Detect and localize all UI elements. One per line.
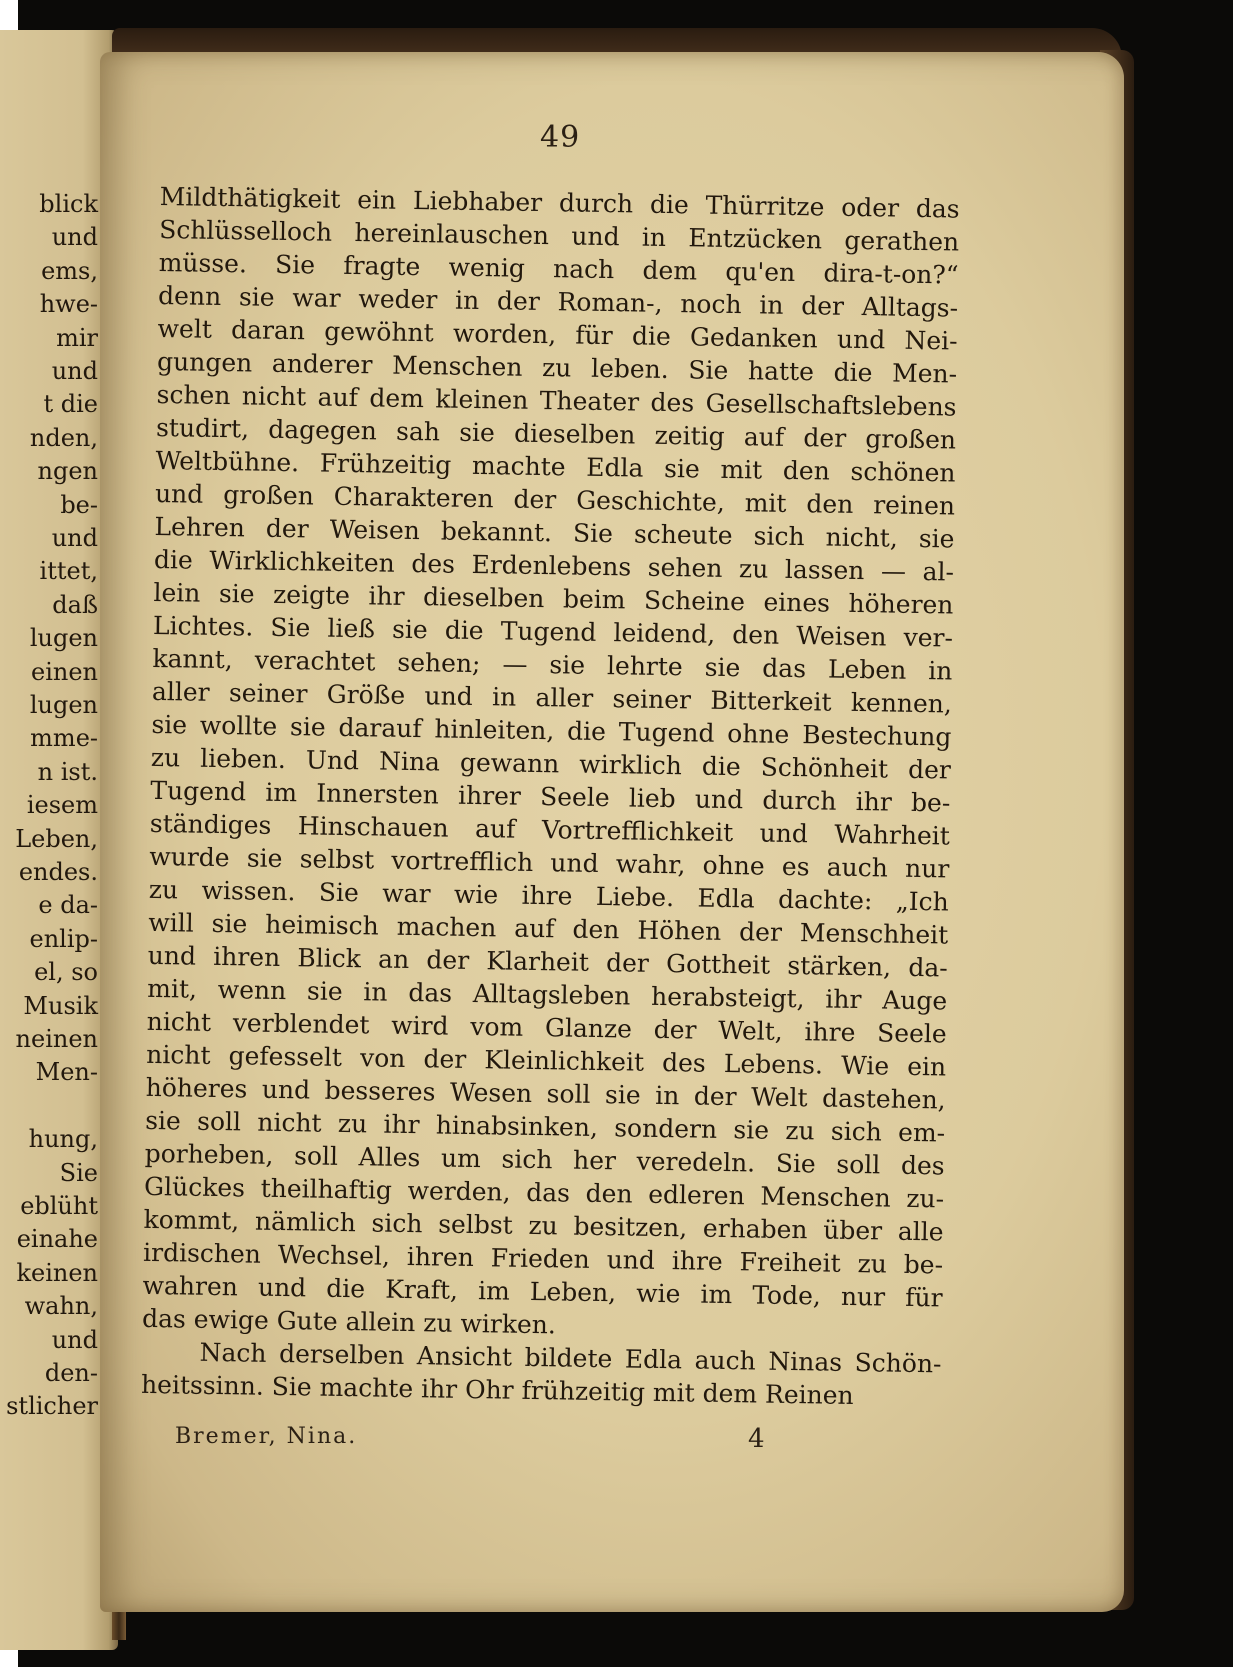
text-line: aller seiner Größe und in aller seiner Bitterkeit kennen, [151,676,953,719]
left-page-fragment: el, so [34,958,98,987]
text-line: schen nicht auf dem kleinen Theater des Gesellschaftslebens [156,379,957,422]
page-number: 49 [540,120,581,155]
left-page-fragment: Sie [59,1158,98,1187]
left-page-fragment: nden, [29,423,98,452]
left-page-fragment: be- [60,490,98,519]
text-line: das ewige Gute allein zu wirken. [141,1303,557,1340]
text-line: und ihren Blick an der Klarheit der Gottheit stärken, da- [147,940,948,983]
text-line: müsse. Sie fragte wenig nach dem qu'en dira-t-on?“ [158,247,959,290]
left-page-fragment: hwe- [39,290,98,319]
text-line: ständiges Hinschauen auf Vortrefflichkeit und Wahrheit [149,808,951,851]
left-page-fragment: einen [31,657,98,686]
text-line: kommt, nämlich sich selbst zu besitzen, erhaben über alle [143,1204,944,1247]
text-line: Mildthätigkeit ein Liebhaber durch die Thürritze oder das [159,181,960,224]
left-page-fragment: keinen [16,1258,98,1287]
text-line: höheres und besseres Wesen soll sie in der Welt dastehen, [145,1072,946,1115]
text-line: denn sie war weder in der Roman-, noch in der Alltags- [157,280,959,323]
text-line: Tugend im Innersten ihrer Seele lieb und durch ihr be- [150,775,951,818]
left-page-fragment: mir [56,323,98,352]
left-page-fragment: hung, [28,1125,98,1154]
left-page-fragment: Men- [35,1058,98,1087]
text-line: Lichtes. Sie ließ sie die Tugend leidend, den Weisen ver- [152,610,954,653]
text-line: welt daran gewöhnt worden, für die Gedanken und Nei- [157,313,958,356]
left-page-fragment: einahe [16,1225,98,1254]
text-line: sie soll nicht zu ihr hinabsinken, sondern sie zu sich em- [144,1105,946,1148]
text-line: kannt, verachtet sehen; — sie lehrte sie das Leben in [152,643,953,686]
text-line: porheben, soll Alles um sich her veredeln. Sie soll des [144,1138,945,1181]
left-page-fragment: und [51,1325,98,1354]
left-page-fragment: den- [44,1359,98,1387]
left-page-fragment: ittet, [39,557,98,586]
left-page-fragment: daß [52,590,98,619]
text-line: nicht verblendet wird vom Glanze der Welt, ihre Seele [146,1006,947,1049]
left-page-fragment: und [51,524,98,552]
left-page-fragment: lugen [29,691,98,719]
signature-mark: Bremer, Nina. [175,1424,358,1449]
left-page-fragment: wahn, [24,1292,98,1321]
text-line: gungen anderer Menschen zu leben. Sie hatte die Men- [156,346,958,389]
left-page-fragment: enlip- [29,924,98,953]
text-line: und großen Charakteren der Geschichte, mit den reinen [154,478,956,521]
left-page-fragment: Leben, [15,824,98,853]
left-page-fragment: eblüht [20,1192,98,1220]
text-line: zu lieben. Und Nina gewann wirklich die Schönheit der [150,742,952,785]
left-page-fragment: stlicher [6,1392,98,1421]
text-line: mit, wenn sie in das Alltagsleben herabsteigt, ihr Auge [147,973,948,1016]
signature-number: 4 [748,1424,765,1454]
text-line: irdischen Wechsel, ihren Frieden und ihre Freiheit zu be- [142,1237,944,1280]
text-line: will sie heimisch machen auf den Höhen der Menschheit [148,907,949,950]
text-line: wahren und die Kraft, im Leben, wie im Tode, nur für [142,1270,943,1313]
text-line: zu wissen. Sie war wie ihre Liebe. Edla dachte: „Ich [148,874,949,917]
left-page-fragment: iesem [26,791,98,820]
text-line: Weltbühne. Frühzeitig machte Edla sie mit den schönen [155,445,956,488]
left-page-fragment: mme- [30,724,98,753]
text-line: Glückes theilhaftig werden, das den edleren Menschen zu- [143,1171,945,1214]
left-page-fragment: e da- [38,891,98,920]
left-page-fragment: n ist. [37,757,98,786]
text-line: die Wirklichkeiten des Erdenlebens sehen zu lassen — al- [153,544,955,587]
left-page-fragment: neinen [15,1025,98,1053]
left-page-fragment: und [51,223,98,252]
left-page-fragment: lugen [29,624,98,653]
text-line: heitssinn. Sie machte ihr Ohr frühzeitig mit dem Reinen [140,1369,854,1411]
left-page-fragment: t die [43,390,98,419]
left-page-fragment: und [51,357,98,385]
text-line: Nach derselben Ansicht bildete Edla auch Ninas Schön- [199,1337,942,1379]
body-text [141,180,960,1413]
left-page-fragment: endes. [18,858,98,886]
text-line: Schlüsselloch hereinlauschen und in Entzücken gerathen [158,214,960,257]
text-line: nicht gefesselt von der Kleinlichkeit des Lebens. Wie ein [146,1039,947,1082]
text-line: studirt, dagegen sah sie dieselben zeitig auf der großen [155,412,957,455]
text-line: lein sie zeigte ihr dieselben beim Scheine eines höheren [153,577,954,620]
left-page-fragment: ngen [37,457,98,486]
left-page-fragment: ems, [41,256,98,285]
text-line: wurde sie selbst vortrefflich und wahr, ohne es auch nur [149,841,950,884]
left-page-fragment: Musik [23,991,98,1020]
text-line: Lehren der Weisen bekannt. Sie scheute sich nicht, sie [154,511,955,554]
left-page-fragment: blick [39,190,98,218]
text-line: sie wollte sie darauf hinleiten, die Tugend ohne Bestechung [151,709,952,752]
